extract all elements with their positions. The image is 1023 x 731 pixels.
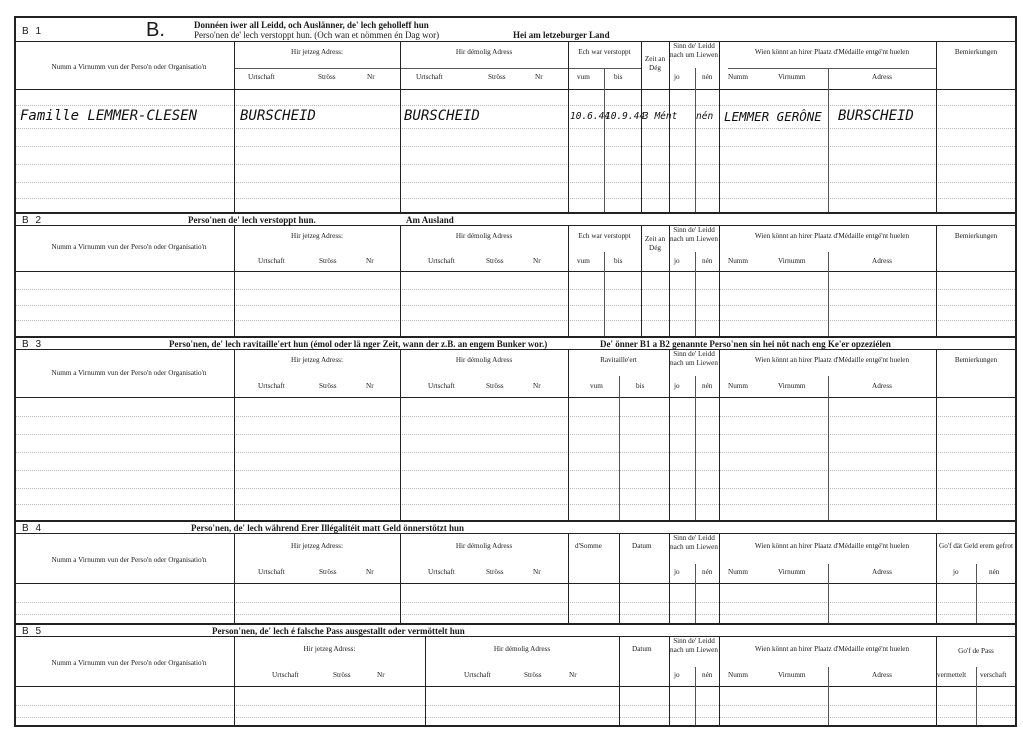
- header-name: Numm a Virnumm vun der Perso'n oder Organisatio'n: [51, 556, 207, 564]
- section-letter: B.: [146, 19, 165, 41]
- entry-zeit: 3 Mént: [643, 111, 678, 122]
- header-nr: Nr: [377, 671, 385, 679]
- column-divider: [568, 534, 569, 623]
- header-addr-now: Hir jetzeg Adress:: [291, 48, 343, 56]
- section-code: B 1: [22, 26, 44, 37]
- header-sinn: Sinn de' Leidd nach um Liewen: [670, 637, 718, 654]
- header-name: Numm a Virnumm vun der Perso'n oder Organisatio'n: [51, 369, 207, 377]
- header-jo: jo: [674, 257, 680, 265]
- column-divider: [719, 534, 720, 623]
- section-title-line1: Perso'nen, de' lech während Erer Illégalitéit matt Geld önnerstötzt hun: [191, 523, 464, 533]
- column-divider: [828, 252, 829, 336]
- section-b5: [14, 623, 1017, 727]
- header-hidden: Ech war verstoppt: [578, 232, 631, 240]
- section-title-line2: Perso'nen de' lech verstoppt hun. (Och wan et nömmen én Dag wor): [194, 30, 440, 40]
- entry-urtschaft-then: BURSCHEID: [404, 108, 480, 124]
- section-title-line2: Am Ausland: [406, 215, 454, 225]
- header-stross: Ströss: [486, 382, 504, 390]
- header-nr: Nr: [366, 382, 374, 390]
- header-medal: Wien könnt an hirer Plaatz d'Médaille entgé'nt huelen: [754, 48, 910, 56]
- header-stross: Ströss: [319, 382, 337, 390]
- column-divider: [619, 534, 620, 623]
- entry-rows: [16, 272, 1015, 336]
- header-addr-then: Hir démolig Adress: [455, 232, 513, 240]
- header-sinn: Sinn de' Leidd nach um Liewen: [670, 226, 718, 243]
- row-line: [16, 182, 1015, 183]
- header-remarks: Bemierkungen: [954, 232, 998, 240]
- header-nen: nén: [702, 671, 713, 679]
- header-adress: Adress: [872, 671, 892, 679]
- section-title-line2: De' önner B1 a B2 genannte Perso'nen sin hei nöt nach eng Ke'er opzeziélen: [600, 339, 891, 349]
- header-urtschaft: Urtschaft: [428, 568, 455, 576]
- header-urtschaft: Urtschaft: [428, 257, 455, 265]
- header-addr-then: Hir démolig Adress: [455, 48, 513, 56]
- column-headers: [16, 42, 1015, 90]
- column-divider: [719, 42, 720, 212]
- column-divider: [669, 637, 670, 725]
- entry-rows: [16, 687, 1015, 725]
- section-title-line1: Perso'nen, de' lech ravitaille'ert hun (émol oder lä nger Zeit, wann der z.B. an engem Bunker wor.): [169, 339, 548, 349]
- header-subdivider: [728, 68, 936, 69]
- header-nr: Nr: [569, 671, 577, 679]
- header-nen: nén: [989, 568, 1000, 576]
- header-nr: Nr: [533, 382, 541, 390]
- column-divider: [936, 534, 937, 623]
- header-bis: bis: [614, 257, 623, 265]
- row-line: [16, 504, 1015, 505]
- row-line: [16, 128, 1015, 129]
- header-zeit: Zeit an Dég: [644, 235, 666, 252]
- header-stross: Ströss: [319, 568, 337, 576]
- header-adress: Adress: [872, 73, 892, 81]
- row-line: [16, 305, 1015, 306]
- section-code: B 2: [22, 215, 44, 226]
- header-urtschaft: Urtschaft: [248, 73, 275, 81]
- header-nen: nén: [702, 73, 713, 81]
- header-stross: Ströss: [524, 671, 542, 679]
- row-line: [16, 289, 1015, 290]
- entry-vum: 10.6.44: [570, 111, 611, 122]
- header-adress: Adress: [872, 382, 892, 390]
- column-divider: [234, 637, 235, 725]
- header-urtschaft: Urtschaft: [258, 568, 285, 576]
- header-remarks: Bemierkungen: [954, 48, 998, 56]
- column-divider: [936, 42, 937, 212]
- column-divider: [568, 42, 569, 212]
- column-divider: [234, 226, 235, 336]
- section-b5-title-bar: [16, 623, 1015, 637]
- header-virnumm: Virnumm: [778, 671, 806, 679]
- row-line: [16, 416, 1015, 417]
- section-b1: [14, 16, 1017, 212]
- header-vermettelt: vermettelt: [937, 671, 967, 679]
- section-code: B 3: [22, 339, 44, 350]
- column-divider: [400, 350, 401, 520]
- column-divider: [695, 252, 696, 336]
- section-b3: [14, 336, 1017, 520]
- column-divider: [719, 226, 720, 336]
- header-verschaft: verschaft: [980, 671, 1007, 679]
- column-divider: [936, 226, 937, 336]
- column-divider: [234, 42, 235, 212]
- entry-name: Famille LEMMER-CLESEN: [20, 108, 198, 124]
- header-nr: Nr: [535, 73, 543, 81]
- header-nr: Nr: [533, 257, 541, 265]
- header-vum: vum: [590, 382, 603, 390]
- column-divider: [936, 637, 937, 725]
- header-sinn: Sinn de' Leidd nach um Liewen: [670, 42, 718, 59]
- entry-rows: [16, 398, 1015, 520]
- column-divider: [425, 637, 426, 725]
- header-numm: Numm: [728, 73, 748, 81]
- column-divider: [936, 350, 937, 520]
- header-ravit: Ravitaille'ert: [600, 356, 637, 364]
- entry-rows: [16, 90, 1015, 212]
- column-divider: [568, 350, 569, 520]
- header-addr-now: Hir jetzeg Adress:: [303, 645, 356, 653]
- column-divider: [669, 534, 670, 623]
- header-vum: vum: [577, 257, 590, 265]
- column-divider: [234, 534, 235, 623]
- row-line: [16, 470, 1015, 471]
- header-zeit: Zeit an Dég: [644, 55, 666, 72]
- row-line: [16, 198, 1015, 199]
- row-line: [16, 488, 1015, 489]
- header-urtschaft: Urtschaft: [258, 257, 285, 265]
- section-title-line1: Person'nen, de' lech é falsche Pass ausgestallt oder vermöttelt hun: [212, 626, 465, 636]
- header-jo: jo: [674, 382, 680, 390]
- header-nr: Nr: [533, 568, 541, 576]
- section-title-line3: Hei am letzeburger Land: [513, 30, 610, 40]
- entry-nen: nén: [696, 111, 714, 122]
- column-headers: [16, 534, 1015, 584]
- header-urtschaft: Urtschaft: [464, 671, 491, 679]
- header-medal: Wien könnt an hirer Plaatz d'Médaille entgé'nt huelen: [754, 232, 910, 240]
- column-divider: [400, 534, 401, 623]
- header-medal: Wien könnt an hirer Plaatz d'Médaille entgé'nt huelen: [754, 356, 910, 364]
- header-name: Numm a Virnumm vun der Perso'n oder Organisatio'n: [51, 63, 207, 71]
- column-divider: [604, 252, 605, 336]
- column-divider: [641, 226, 642, 336]
- column-divider: [604, 68, 605, 212]
- header-sinn: Sinn de' Leidd nach um Liewen: [670, 350, 718, 367]
- header-stross: Ströss: [488, 73, 506, 81]
- header-urtschaft: Urtschaft: [272, 671, 299, 679]
- header-numm: Numm: [728, 568, 748, 576]
- header-name: Numm a Virnumm vun der Perso'n oder Organisatio'n: [51, 659, 207, 667]
- column-divider: [400, 226, 401, 336]
- header-nr: Nr: [367, 73, 375, 81]
- row-line: [16, 705, 1015, 706]
- header-name: Numm a Virnumm vun der Perso'n oder Organisatio'n: [51, 243, 207, 251]
- section-title-line1: Donnéen iwer all Leidd, och Auslänner, de' lech geholleff hun: [194, 20, 429, 30]
- header-subdivider: [234, 68, 568, 69]
- header-stross: Ströss: [318, 73, 336, 81]
- header-pass: Go'f de Pass: [958, 647, 994, 655]
- form-page: [14, 16, 1017, 727]
- entry-rows: [16, 584, 1015, 623]
- column-headers: [16, 350, 1015, 398]
- header-medal: Wien könnt an hirer Plaatz d'Médaille entgé'nt huelen: [754, 542, 910, 550]
- column-divider: [641, 42, 642, 212]
- column-divider: [669, 42, 670, 212]
- header-stross: Ströss: [486, 257, 504, 265]
- header-bis: bis: [636, 382, 645, 390]
- section-title-line1: Perso'nen de' lech verstoppt hun.: [188, 215, 316, 225]
- header-virnumm: Virnumm: [778, 73, 806, 81]
- column-divider: [695, 68, 696, 212]
- section-b4-title-bar: [16, 520, 1015, 534]
- header-numm: Numm: [728, 671, 748, 679]
- header-numm: Numm: [728, 382, 748, 390]
- header-virnumm: Virnumm: [778, 382, 806, 390]
- section-b2-title-bar: [16, 212, 1015, 226]
- row-line: [16, 434, 1015, 435]
- section-code: B 5: [22, 626, 44, 637]
- row-line: [16, 164, 1015, 165]
- header-nr: Nr: [366, 257, 374, 265]
- header-addr-now: Hir jetzeg Adress:: [291, 232, 343, 240]
- section-b4: [14, 520, 1017, 623]
- header-nen: nén: [702, 382, 713, 390]
- column-divider: [695, 376, 696, 520]
- header-numm: Numm: [728, 257, 748, 265]
- header-hidden: Ech war verstoppt: [578, 48, 631, 56]
- column-divider: [695, 564, 696, 623]
- header-nr: Nr: [366, 568, 374, 576]
- header-sinn: Sinn de' Leidd nach um Liewen: [670, 534, 718, 551]
- section-b2: [14, 212, 1017, 336]
- header-somme: d'Somme: [575, 542, 602, 550]
- header-vum: vum: [577, 73, 590, 81]
- header-addr-then: Hir démolig Adress: [455, 356, 513, 364]
- header-medal: Wien könnt an hirer Plaatz d'Médaille entgé'nt huelen: [754, 645, 910, 653]
- section-code: B 4: [22, 523, 44, 534]
- column-divider: [619, 637, 620, 725]
- header-stross: Ströss: [333, 671, 351, 679]
- header-addr-then: Hir démolig Adress: [493, 645, 551, 653]
- row-line: [16, 320, 1015, 321]
- entry-urtschaft-now: BURSCHEID: [240, 108, 316, 124]
- header-jo: jo: [674, 568, 680, 576]
- header-addr-then: Hir démolig Adress: [455, 542, 513, 550]
- header-remarks: Bemierkungen: [954, 356, 998, 364]
- header-datum: Datum: [632, 645, 652, 653]
- row-line: [16, 717, 1015, 718]
- column-divider: [976, 667, 977, 725]
- header-jo: jo: [953, 568, 959, 576]
- column-divider: [828, 68, 829, 212]
- column-headers: [16, 226, 1015, 272]
- row-line: [16, 614, 1015, 615]
- column-divider: [976, 564, 977, 623]
- header-urtschaft: Urtschaft: [416, 73, 443, 81]
- column-headers: [16, 637, 1015, 687]
- column-divider: [619, 376, 620, 520]
- header-datum: Datum: [632, 542, 652, 550]
- column-divider: [400, 42, 401, 212]
- entry-bis: 10.9.44: [605, 111, 646, 122]
- entry-medal-addr: BURSCHEID: [838, 108, 914, 124]
- column-divider: [695, 667, 696, 725]
- header-jo: jo: [674, 73, 680, 81]
- column-divider: [828, 667, 829, 725]
- header-virnumm: Virnumm: [778, 257, 806, 265]
- header-addr-now: Hir jetzeg Adress:: [291, 542, 343, 550]
- header-geld: Go'f dät Geld erem gefrot: [939, 542, 1013, 550]
- column-divider: [234, 350, 235, 520]
- header-nen: nén: [702, 568, 713, 576]
- column-divider: [828, 564, 829, 623]
- header-jo: jo: [674, 671, 680, 679]
- column-divider: [669, 226, 670, 336]
- section-b3-title-bar: [16, 336, 1015, 350]
- column-divider: [719, 350, 720, 520]
- column-divider: [669, 350, 670, 520]
- row-line: [16, 452, 1015, 453]
- header-addr-now: Hir jetzeg Adress:: [291, 356, 343, 364]
- header-stross: Ströss: [319, 257, 337, 265]
- row-line: [16, 602, 1015, 603]
- header-nen: nén: [702, 257, 713, 265]
- entry-medal-name: LEMMER GERÔNE: [724, 109, 822, 124]
- header-adress: Adress: [872, 568, 892, 576]
- row-line: [16, 146, 1015, 147]
- header-stross: Ströss: [486, 568, 504, 576]
- header-adress: Adress: [872, 257, 892, 265]
- section-b1-title-bar: [16, 16, 1015, 42]
- header-urtschaft: Urtschaft: [428, 382, 455, 390]
- row-line: [16, 105, 1015, 106]
- header-virnumm: Virnumm: [778, 568, 806, 576]
- header-urtschaft: Urtschaft: [258, 382, 285, 390]
- column-divider: [828, 376, 829, 520]
- header-bis: bis: [614, 73, 623, 81]
- column-divider: [568, 226, 569, 336]
- column-divider: [719, 637, 720, 725]
